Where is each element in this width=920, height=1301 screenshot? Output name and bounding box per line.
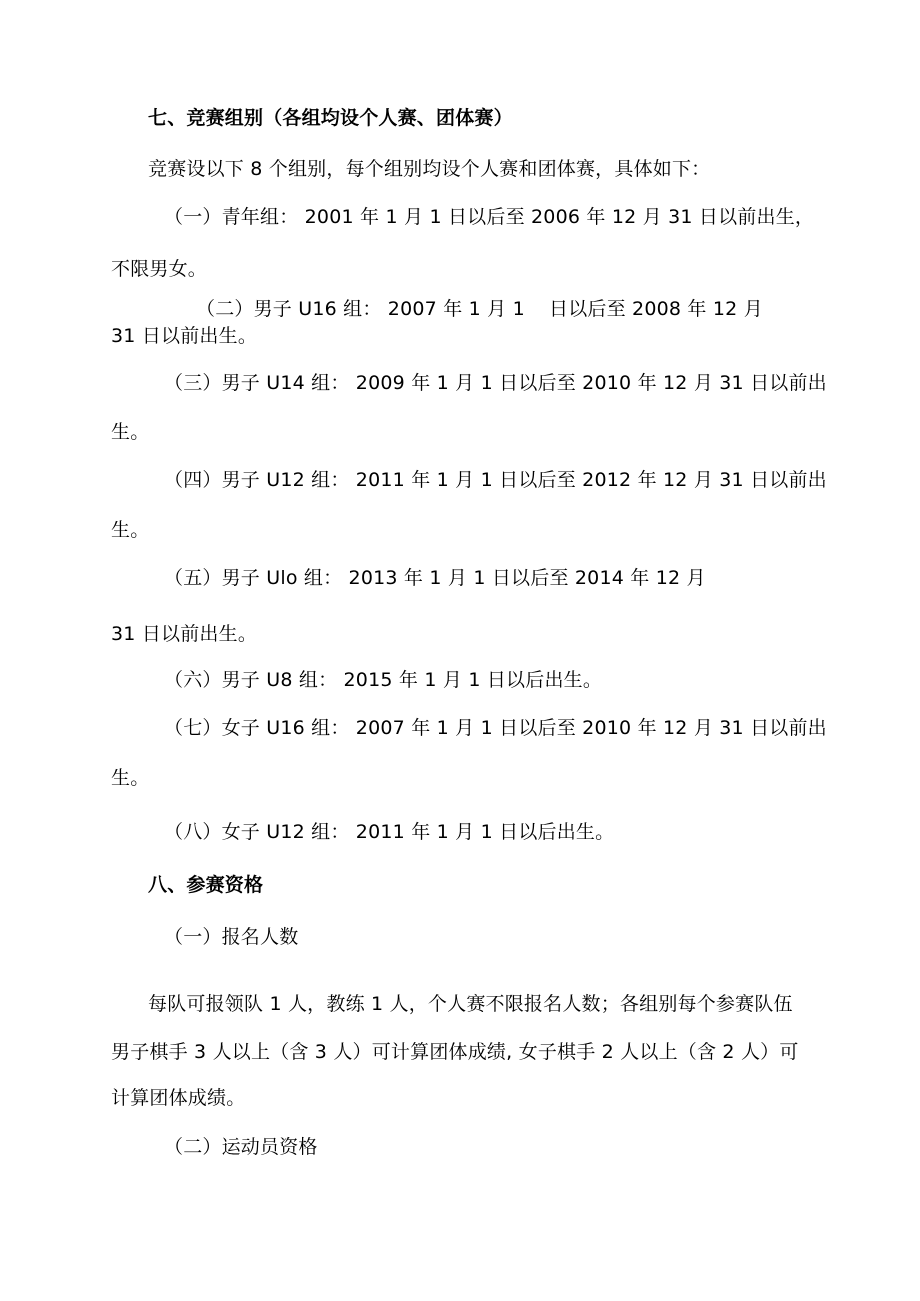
group-4-line-2: 生。 xyxy=(111,519,150,541)
group-4-line-1: （四）男子 U12 组： 2011 年 1 月 1 日以后至 2012 年 12 月 31 日以前出 xyxy=(164,469,827,491)
group-6-line-1: （六）男子 U8 组： 2015 年 1 月 1 日以后出生。 xyxy=(164,669,603,691)
group-7-line-2: 生。 xyxy=(111,767,150,789)
group-2-line-2: 31 日以前出生。 xyxy=(111,325,258,347)
group-5-line-2: 31 日以前出生。 xyxy=(111,623,258,645)
group-7-line-1: （七）女子 U16 组： 2007 年 1 月 1 日以后至 2010 年 12 月 31 日以前出 xyxy=(164,717,827,739)
group-1-line-2: 不限男女。 xyxy=(111,258,208,280)
group-3-line-1: （三）男子 U14 组： 2009 年 1 月 1 日以后至 2010 年 12 月 31 日以前出 xyxy=(164,372,827,394)
enrollment-paragraph-line-2: 男子棋手 3 人以上（含 3 人）可计算团体成绩, 女子棋手 2 人以上（含 2 人）可 xyxy=(111,1041,799,1063)
enrollment-paragraph-line-1: 每队可报领队 1 人，教练 1 人，个人赛不限报名人数；各组别每个参赛队伍 xyxy=(148,993,793,1015)
group-5-line-1: （五）男子 Ulo 组： 2013 年 1 月 1 日以后至 2014 年 12 月 xyxy=(164,567,706,589)
group-2-line-1b: 日以后至 2008 年 12 月 xyxy=(549,298,763,320)
group-3-line-2: 生。 xyxy=(111,421,150,443)
group-2-line-1a: （二）男子 U16 组： 2007 年 1 月 1 xyxy=(196,298,525,320)
enrollment-paragraph-line-3: 计算团体成绩。 xyxy=(111,1087,246,1109)
section-7-intro: 竞赛设以下 8 个组别，每个组别均设个人赛和团体赛，具体如下： xyxy=(148,158,711,180)
group-1-line-1: （一）青年组： 2001 年 1 月 1 日以后至 2006 年 12 月 31 日以前出生， xyxy=(164,206,815,228)
subsection-athlete-eligibility-title: （二）运动员资格 xyxy=(164,1136,318,1158)
section-7-heading: 七、竞赛组别（各组均设个人赛、团体赛） xyxy=(148,107,513,129)
section-8-heading: 八、参赛资格 xyxy=(148,874,264,896)
subsection-enrollment-title: （一）报名人数 xyxy=(164,926,299,948)
group-8-line-1: （八）女子 U12 组： 2011 年 1 月 1 日以后出生。 xyxy=(164,821,615,843)
